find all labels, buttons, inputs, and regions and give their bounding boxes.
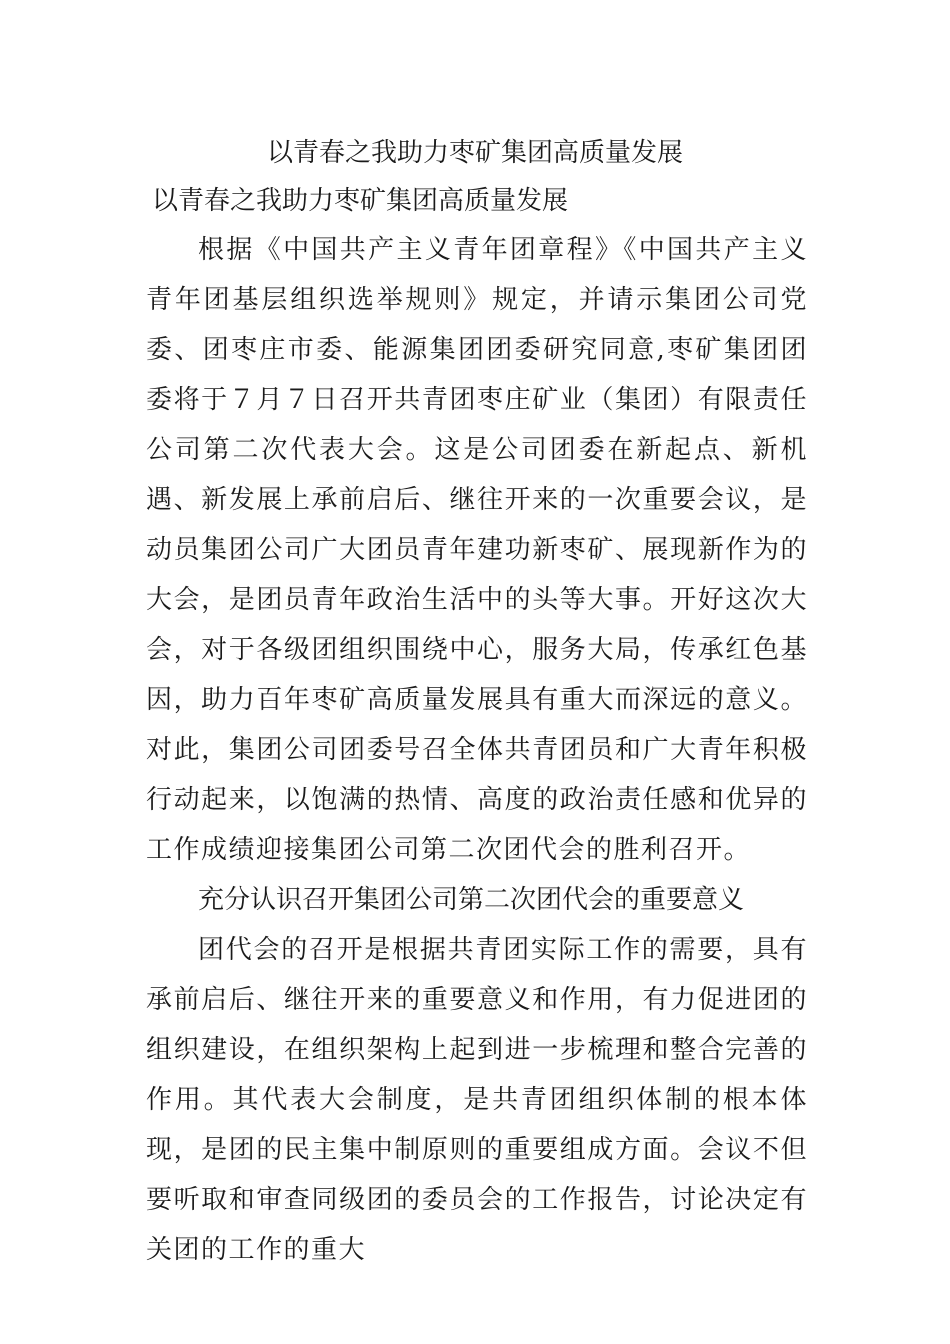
paragraph-intro: 根据《中国共产主义青年团章程》《中国共产主义青年团基层组织选举规则》规定，并请示集团公司党委、团枣庄市委、能源集团团委研究同意,枣矿集团团委将于７月７日召开共青团枣庄矿业（集团）有限责任公司第二次代表大会。这是公司团委在新起点、新机遇、新发展上承前启后、继往开来的一次重要会议，是动员集团公司广大团员青年建功新枣矿、展现新作为的大会，是团员青年政治生活中的头等大事。开好这次大会，对于各级团组织围绕中心，服务大局，传承红色基因，助力百年枣矿高质量发展具有重大而深远的意义。对此，集团公司团委号召全体共青团员和广大青年积极行动起来，以饱满的热情、高度的政治责任感和优异的工作成绩迎接集团公司第二次团代会的胜利召开。: [146, 235, 808, 865]
section-heading: 充分认识召开集团公司第二次团代会的重要意义: [198, 885, 745, 915]
document-title: 以青春之我助力枣矿集团高质量发展: [266, 138, 683, 168]
paragraph-significance: 团代会的召开是根据共青团实际工作的需要，具有承前启后、继往开来的重要意义和作用，有力促进团的组织建设，在组织架构上起到进一步梳理和整合完善的作用。其代表大会制度，是共青团组织体制的根本体现，是团的民主集中制原则的重要组成方面。会议不但要听取和审查同级团的委员会的工作报告，讨论决定有关团的工作的重大: [146, 935, 808, 1265]
document-subtitle: 以青春之我助力枣矿集团高质量发展: [152, 186, 569, 216]
document-body: [146, 225, 808, 1275]
